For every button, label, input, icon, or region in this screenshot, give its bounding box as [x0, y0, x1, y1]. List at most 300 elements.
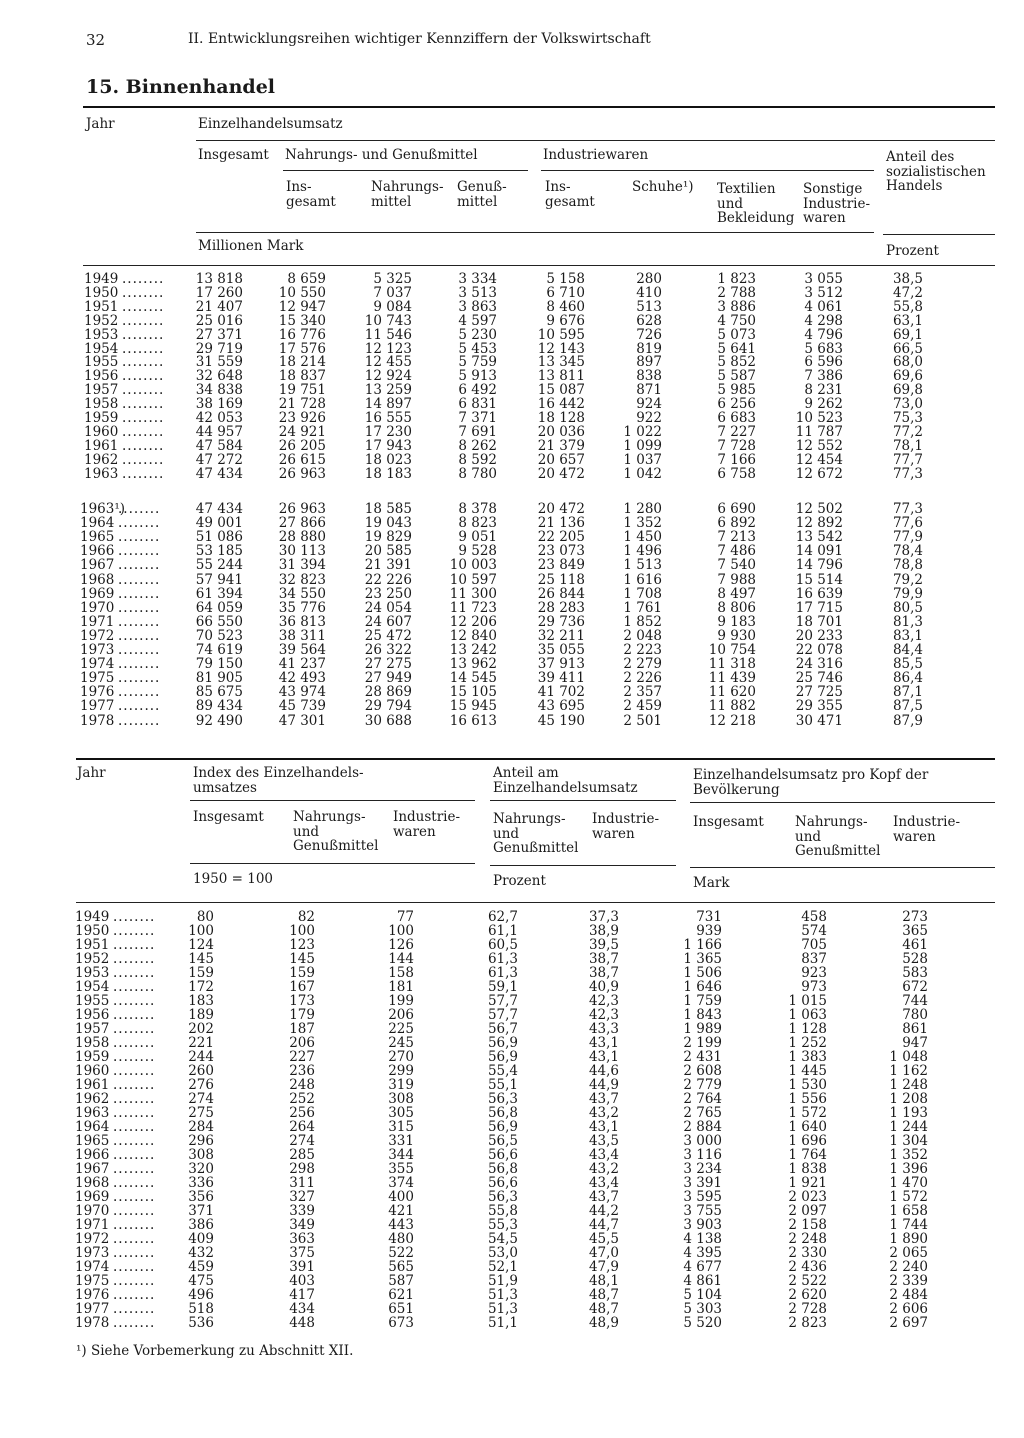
cell-anteil-nahrung: 56,8: [487, 1105, 518, 1121]
cell-index-nahrung: 187: [289, 1021, 315, 1037]
cell-schuhe: 2 501: [623, 712, 662, 729]
cell-genussmittel: 15 945: [449, 698, 497, 715]
cell-schuhe: 1 022: [623, 423, 662, 440]
cell-prokopf-nahrung: 705: [801, 937, 827, 953]
t2-ant-nahrung: Nahrungs- und Genußmittel: [493, 811, 579, 856]
row-year: 1972: [75, 1231, 110, 1247]
cell-index-industrie: 299: [388, 1063, 414, 1079]
table-row: [0, 286, 1024, 300]
cell-index-nahrung: 236: [289, 1063, 315, 1079]
cell-prokopf-ins: 3 234: [683, 1161, 722, 1177]
cell-schuhe: 628: [636, 312, 662, 329]
table-row: [0, 1232, 1024, 1246]
cell-prokopf-industrie: 1 248: [889, 1077, 928, 1093]
cell-prokopf-industrie: 861: [902, 1021, 928, 1037]
cell-industrie-ins: 35 055: [537, 642, 585, 658]
cell-insgesamt: 47 584: [195, 437, 243, 454]
cell-anteil-soz: 83,1: [892, 627, 923, 644]
t1-sub-genussmittel: Genuß- mittel: [457, 179, 507, 210]
leader-dots: ........: [122, 355, 165, 370]
cell-prokopf-ins: 5 520: [683, 1315, 722, 1331]
cell-textilien: 5 641: [717, 340, 756, 357]
cell-prokopf-ins: 3 755: [683, 1203, 722, 1219]
cell-anteil-nahrung: 56,5: [487, 1133, 518, 1149]
cell-anteil-industrie: 48,1: [588, 1273, 619, 1289]
table-row: [0, 1246, 1024, 1260]
cell-anteil-nahrung: 55,4: [487, 1063, 518, 1079]
row-year: 1968: [75, 1175, 110, 1191]
cell-prokopf-industrie: 2 606: [889, 1301, 928, 1317]
cell-index-industrie: 270: [388, 1049, 414, 1065]
table-row: [0, 966, 1024, 980]
cell-anteil-industrie: 43,1: [588, 1049, 619, 1065]
cell-industrie-ins: 23 073: [537, 543, 585, 560]
cell-nahrung-ins: 8 659: [287, 271, 326, 287]
t1-group-einzelhandelsumsatz: Einzelhandelsumsatz: [198, 116, 343, 132]
cell-industrie-ins: 13 811: [537, 368, 585, 385]
table-row: [0, 272, 1024, 286]
cell-prokopf-nahrung: 1 696: [788, 1133, 827, 1149]
row-year: 1978: [75, 1315, 110, 1331]
cell-nahrung-ins: 26 205: [278, 437, 326, 454]
cell-nahrungsmittel: 9 084: [373, 298, 412, 315]
cell-schuhe: 1 099: [623, 437, 662, 454]
table1-top-rule: [83, 106, 995, 108]
cell-insgesamt: 66 550: [195, 613, 243, 630]
cell-index-industrie: 421: [388, 1203, 414, 1219]
leader-dots: ........: [118, 530, 161, 545]
cell-industrie-ins: 23 849: [537, 557, 585, 574]
row-year: 1965: [75, 1133, 110, 1149]
cell-anteil-soz: 78,1: [892, 437, 923, 454]
cell-nahrung-ins: 19 751: [278, 382, 326, 399]
row-year: 1961: [84, 437, 119, 454]
t2-ant-industrie: Industrie- waren: [592, 811, 660, 842]
cell-insgesamt: 42 053: [195, 410, 243, 426]
leader-dots: ........: [113, 1008, 156, 1022]
cell-index-ins: 496: [188, 1287, 214, 1303]
cell-prokopf-ins: 5 303: [683, 1301, 722, 1317]
leader-dots: ........: [113, 1022, 156, 1036]
cell-sonstige: 16 639: [795, 585, 843, 602]
cell-prokopf-ins: 5 104: [683, 1287, 722, 1303]
cell-index-industrie: 77: [396, 909, 414, 925]
row-year: 1973: [75, 1245, 110, 1261]
t2-unit-prozent: Prozent: [493, 873, 546, 889]
table-row: [0, 994, 1024, 1008]
cell-anteil-industrie: 44,6: [588, 1063, 619, 1079]
cell-prokopf-industrie: 2 339: [889, 1273, 928, 1289]
cell-prokopf-nahrung: 2 158: [788, 1217, 827, 1233]
cell-anteil-soz: 75,3: [892, 410, 923, 426]
cell-index-nahrung: 274: [289, 1133, 315, 1149]
table-row: [0, 1092, 1024, 1106]
cell-schuhe: 1 513: [623, 557, 662, 574]
cell-textilien: 10 754: [708, 642, 756, 658]
cell-industrie-ins: 8 460: [546, 298, 585, 315]
cell-textilien: 5 852: [717, 354, 756, 371]
table-row: [0, 615, 1024, 629]
cell-sonstige: 18 701: [795, 613, 843, 630]
cell-index-industrie: 100: [388, 923, 414, 939]
cell-textilien: 7 540: [717, 557, 756, 574]
cell-genussmittel: 6 492: [458, 382, 497, 399]
table-row: [0, 910, 1024, 924]
cell-industrie-ins: 22 205: [537, 529, 585, 546]
cell-textilien: 8 497: [717, 585, 756, 602]
cell-prokopf-industrie: 583: [902, 965, 928, 981]
cell-nahrung-ins: 30 113: [278, 543, 326, 560]
table-row: [0, 467, 1024, 481]
table-row: [0, 1190, 1024, 1204]
cell-textilien: 1 823: [717, 271, 756, 287]
cell-genussmittel: 11 723: [449, 599, 497, 616]
leader-dots: ........: [113, 1288, 156, 1302]
cell-index-industrie: 355: [388, 1161, 414, 1177]
cell-nahrung-ins: 26 615: [278, 451, 326, 468]
table-row: [0, 300, 1024, 314]
cell-industrie-ins: 16 442: [537, 396, 585, 413]
cell-prokopf-nahrung: 574: [801, 923, 827, 939]
cell-index-nahrung: 264: [289, 1119, 315, 1135]
cell-insgesamt: 44 957: [195, 423, 243, 440]
row-year: 1955: [75, 993, 110, 1009]
cell-index-industrie: 181: [388, 979, 414, 995]
cell-prokopf-industrie: 947: [902, 1035, 928, 1051]
cell-index-ins: 80: [196, 909, 214, 925]
cell-index-ins: 284: [188, 1119, 214, 1135]
cell-sonstige: 30 471: [795, 712, 843, 729]
cell-textilien: 7 227: [717, 423, 756, 440]
cell-sonstige: 14 796: [795, 557, 843, 574]
leader-dots: ........: [122, 327, 165, 342]
cell-prokopf-industrie: 1 244: [889, 1119, 928, 1135]
cell-insgesamt: 49 001: [195, 515, 243, 532]
cell-nahrungsmittel: 18 183: [364, 465, 412, 482]
cell-insgesamt: 61 394: [195, 585, 243, 602]
row-year: 1958: [84, 396, 119, 413]
cell-index-nahrung: 285: [289, 1147, 315, 1163]
cell-genussmittel: 11 300: [449, 585, 497, 602]
cell-textilien: 5 073: [717, 326, 756, 343]
row-year: 1956: [84, 368, 119, 385]
cell-insgesamt: 51 086: [195, 529, 243, 546]
cell-anteil-nahrung: 54,5: [487, 1231, 518, 1247]
t2-unit-index: 1950 = 100: [193, 871, 274, 887]
row-year: 1954: [75, 979, 110, 995]
cell-index-industrie: 522: [388, 1245, 414, 1261]
cell-index-ins: 371: [188, 1203, 214, 1219]
cell-anteil-nahrung: 56,3: [487, 1189, 518, 1205]
cell-anteil-industrie: 43,5: [588, 1133, 619, 1149]
cell-index-industrie: 319: [388, 1077, 414, 1093]
cell-schuhe: 2 459: [623, 698, 662, 715]
leader-dots: ........: [118, 643, 161, 657]
cell-anteil-nahrung: 55,3: [487, 1217, 518, 1233]
cell-sonstige: 12 502: [795, 501, 843, 517]
cell-anteil-industrie: 44,9: [588, 1077, 619, 1093]
cell-anteil-nahrung: 57,7: [487, 1007, 518, 1023]
table-row: [0, 601, 1024, 615]
cell-anteil-soz: 87,9: [892, 712, 923, 729]
cell-nahrungsmittel: 19 829: [364, 529, 412, 546]
cell-anteil-soz: 77,9: [892, 529, 923, 546]
cell-anteil-nahrung: 51,3: [487, 1287, 518, 1303]
cell-insgesamt: 27 371: [195, 326, 243, 343]
cell-insgesamt: 13 818: [195, 271, 243, 287]
cell-nahrungsmittel: 13 259: [364, 382, 412, 399]
cell-prokopf-industrie: 461: [902, 937, 928, 953]
t1-sub-schuhe: Schuhe¹): [632, 179, 694, 195]
cell-index-industrie: 344: [388, 1147, 414, 1163]
leader-dots: ........: [122, 438, 165, 453]
cell-nahrung-ins: 47 301: [278, 712, 326, 729]
leader-dots: ........: [122, 397, 165, 412]
cell-index-nahrung: 339: [289, 1203, 315, 1219]
cell-nahrungsmittel: 23 250: [364, 585, 412, 602]
cell-industrie-ins: 20 036: [537, 423, 585, 440]
t1-rule-under-einzel: [196, 140, 995, 141]
cell-nahrungsmittel: 17 943: [364, 437, 412, 454]
cell-anteil-soz: 81,3: [892, 613, 923, 630]
cell-nahrungsmittel: 10 743: [364, 312, 412, 329]
cell-anteil-industrie: 43,4: [588, 1147, 619, 1163]
cell-index-nahrung: 167: [289, 979, 315, 995]
cell-nahrungsmittel: 26 322: [364, 642, 412, 658]
cell-schuhe: 726: [636, 326, 662, 343]
cell-genussmittel: 10 597: [449, 571, 497, 588]
row-year: 1958: [75, 1035, 110, 1051]
cell-anteil-soz: 84,4: [892, 642, 923, 658]
cell-anteil-nahrung: 60,5: [487, 937, 518, 953]
cell-schuhe: 1 496: [623, 543, 662, 560]
cell-textilien: 6 683: [717, 410, 756, 426]
cell-nahrung-ins: 45 739: [278, 698, 326, 715]
cell-genussmittel: 12 206: [449, 613, 497, 630]
cell-nahrungsmittel: 14 897: [364, 396, 412, 413]
t2-rule-under-index: [190, 800, 475, 801]
leader-dots: ........: [118, 657, 161, 672]
cell-anteil-soz: 86,4: [892, 670, 923, 687]
cell-prokopf-industrie: 1 890: [889, 1231, 928, 1247]
cell-prokopf-ins: 3 116: [683, 1147, 722, 1163]
cell-sonstige: 22 078: [795, 642, 843, 658]
cell-nahrung-ins: 39 564: [278, 642, 326, 658]
cell-textilien: 7 486: [717, 543, 756, 560]
cell-index-ins: 260: [188, 1063, 214, 1079]
cell-index-nahrung: 206: [289, 1035, 315, 1051]
cell-prokopf-ins: 1 166: [683, 937, 722, 953]
cell-anteil-nahrung: 56,3: [487, 1091, 518, 1107]
cell-nahrung-ins: 23 926: [278, 410, 326, 426]
table-row: [0, 699, 1024, 713]
leader-dots: ........: [113, 1162, 156, 1176]
cell-sonstige: 25 746: [795, 670, 843, 687]
row-year: 1952: [75, 951, 110, 967]
cell-industrie-ins: 15 087: [537, 382, 585, 399]
cell-prokopf-ins: 3 000: [683, 1133, 722, 1149]
cell-prokopf-industrie: 2 697: [889, 1315, 928, 1331]
leader-dots: ........: [118, 544, 161, 559]
cell-prokopf-industrie: 1 744: [889, 1217, 928, 1233]
cell-anteil-soz: 69,8: [892, 382, 923, 399]
cell-genussmittel: 13 242: [449, 642, 497, 658]
t1-sub-ind-ins: Ins- gesamt: [545, 179, 595, 210]
cell-index-industrie: 245: [388, 1035, 414, 1051]
cell-index-ins: 276: [188, 1077, 214, 1093]
table-row: [0, 952, 1024, 966]
cell-genussmittel: 10 003: [449, 557, 497, 574]
cell-genussmittel: 3 863: [458, 298, 497, 315]
cell-index-ins: 432: [188, 1245, 214, 1261]
cell-sonstige: 3 055: [804, 271, 843, 287]
cell-anteil-industrie: 43,2: [588, 1161, 619, 1177]
leader-dots: ........: [118, 628, 161, 643]
cell-prokopf-ins: 4 395: [683, 1245, 722, 1261]
cell-prokopf-ins: 2 431: [683, 1049, 722, 1065]
row-year: 1957: [75, 1021, 110, 1037]
cell-index-industrie: 308: [388, 1091, 414, 1107]
cell-anteil-soz: 79,2: [892, 571, 923, 588]
cell-index-industrie: 144: [388, 951, 414, 967]
cell-insgesamt: 47 434: [195, 501, 243, 517]
cell-sonstige: 20 233: [795, 627, 843, 644]
cell-anteil-industrie: 48,7: [588, 1301, 619, 1317]
cell-sonstige: 6 596: [804, 354, 843, 371]
cell-anteil-nahrung: 62,7: [487, 909, 518, 925]
cell-genussmittel: 15 105: [449, 684, 497, 701]
cell-nahrung-ins: 18 214: [278, 354, 326, 371]
cell-index-nahrung: 145: [289, 951, 315, 967]
leader-dots: ........: [113, 1134, 156, 1148]
cell-sonstige: 4 796: [804, 326, 843, 343]
cell-index-ins: 145: [188, 951, 214, 967]
cell-industrie-ins: 39 411: [537, 670, 585, 687]
cell-sonstige: 12 892: [795, 515, 843, 532]
cell-anteil-industrie: 48,7: [588, 1287, 619, 1303]
cell-anteil-industrie: 48,9: [588, 1315, 619, 1331]
cell-nahrung-ins: 28 880: [278, 529, 326, 546]
leader-dots: ........: [113, 1274, 156, 1288]
cell-prokopf-nahrung: 2 248: [788, 1231, 827, 1247]
cell-index-nahrung: 349: [289, 1217, 315, 1233]
cell-industrie-ins: 32 211: [537, 627, 585, 644]
cell-index-ins: 159: [188, 965, 214, 981]
cell-anteil-soz: 77,3: [892, 501, 923, 517]
cell-index-industrie: 374: [388, 1175, 414, 1191]
leader-dots: ........: [118, 558, 161, 573]
cell-anteil-soz: 47,2: [892, 284, 923, 301]
table-row: [0, 1288, 1024, 1302]
cell-sonstige: 17 715: [795, 599, 843, 616]
cell-anteil-nahrung: 55,8: [487, 1203, 518, 1219]
table-row: [0, 573, 1024, 587]
cell-sonstige: 7 386: [804, 368, 843, 385]
cell-textilien: 8 806: [717, 599, 756, 616]
leader-dots: ........: [118, 614, 161, 629]
cell-index-nahrung: 100: [289, 923, 315, 939]
cell-prokopf-ins: 2 608: [683, 1063, 722, 1079]
cell-index-industrie: 565: [388, 1259, 414, 1275]
cell-prokopf-ins: 3 391: [683, 1175, 722, 1191]
table2-top-rule: [76, 758, 995, 760]
cell-prokopf-nahrung: 2 023: [788, 1189, 827, 1205]
table-row: [0, 1120, 1024, 1134]
cell-index-ins: 296: [188, 1133, 214, 1149]
leader-dots: ........: [113, 1302, 156, 1316]
table-row: [0, 558, 1024, 572]
row-year: 1975: [75, 1273, 110, 1289]
cell-nahrung-ins: 42 493: [278, 670, 326, 687]
row-year: 1963: [75, 1105, 110, 1121]
cell-prokopf-nahrung: 1 764: [788, 1147, 827, 1163]
cell-sonstige: 8 231: [804, 382, 843, 399]
running-title: II. Entwicklungsreihen wichtiger Kennziffern der Volkswirtschaft: [188, 31, 651, 47]
cell-index-industrie: 651: [388, 1301, 414, 1317]
cell-nahrungsmittel: 27 949: [364, 670, 412, 687]
row-year: 1959: [75, 1049, 110, 1065]
cell-prokopf-industrie: 2 240: [889, 1259, 928, 1275]
cell-prokopf-industrie: 365: [902, 923, 928, 939]
cell-nahrungsmittel: 7 037: [373, 284, 412, 301]
cell-index-ins: 183: [188, 993, 214, 1009]
cell-sonstige: 9 262: [804, 396, 843, 413]
cell-prokopf-ins: 2 884: [683, 1119, 722, 1135]
cell-prokopf-industrie: 1 396: [889, 1161, 928, 1177]
t2-group-index: Index des Einzelhandels- umsatzes: [193, 765, 364, 796]
cell-nahrungsmittel: 21 391: [364, 557, 412, 574]
cell-prokopf-nahrung: 2 097: [788, 1203, 827, 1219]
table-row: [0, 1176, 1024, 1190]
cell-nahrungsmittel: 29 794: [364, 698, 412, 715]
leader-dots: ........: [118, 516, 161, 531]
table-row: [0, 314, 1024, 328]
cell-anteil-nahrung: 61,3: [487, 965, 518, 981]
cell-industrie-ins: 20 472: [537, 501, 585, 517]
cell-prokopf-nahrung: 1 445: [788, 1063, 827, 1079]
t1-rule-above-data: [83, 265, 995, 266]
cell-textilien: 9 930: [717, 627, 756, 644]
cell-textilien: 11 620: [708, 684, 756, 701]
cell-textilien: 6 758: [717, 465, 756, 482]
row-year: 1949: [75, 909, 110, 925]
cell-index-industrie: 673: [388, 1315, 414, 1331]
cell-nahrung-ins: 35 776: [278, 599, 326, 616]
t1-sub-ins: Ins- gesamt: [286, 179, 336, 210]
cell-nahrungsmittel: 16 555: [364, 410, 412, 426]
cell-prokopf-ins: 939: [696, 923, 722, 939]
cell-prokopf-ins: 1 989: [683, 1021, 722, 1037]
row-year: 1956: [75, 1007, 110, 1023]
cell-anteil-soz: 77,6: [892, 515, 923, 532]
t1-col-insgesamt: Insgesamt: [198, 147, 269, 163]
cell-anteil-soz: 68,0: [892, 354, 923, 371]
cell-index-nahrung: 82: [297, 909, 315, 925]
row-year: 1950: [75, 923, 110, 939]
cell-index-ins: 356: [188, 1189, 214, 1205]
t2-rule-under-prokopf: [690, 802, 995, 803]
cell-index-nahrung: 375: [289, 1245, 315, 1261]
t1-unit-millionen-mark: Millionen Mark: [198, 238, 304, 254]
table-row: [0, 1218, 1024, 1232]
cell-anteil-nahrung: 52,1: [487, 1259, 518, 1275]
cell-prokopf-nahrung: 923: [801, 965, 827, 981]
cell-sonstige: 14 091: [795, 543, 843, 560]
cell-index-ins: 221: [188, 1035, 214, 1051]
cell-prokopf-industrie: 1 193: [889, 1105, 928, 1121]
cell-nahrung-ins: 38 311: [278, 627, 326, 644]
cell-prokopf-ins: 1 646: [683, 979, 722, 995]
